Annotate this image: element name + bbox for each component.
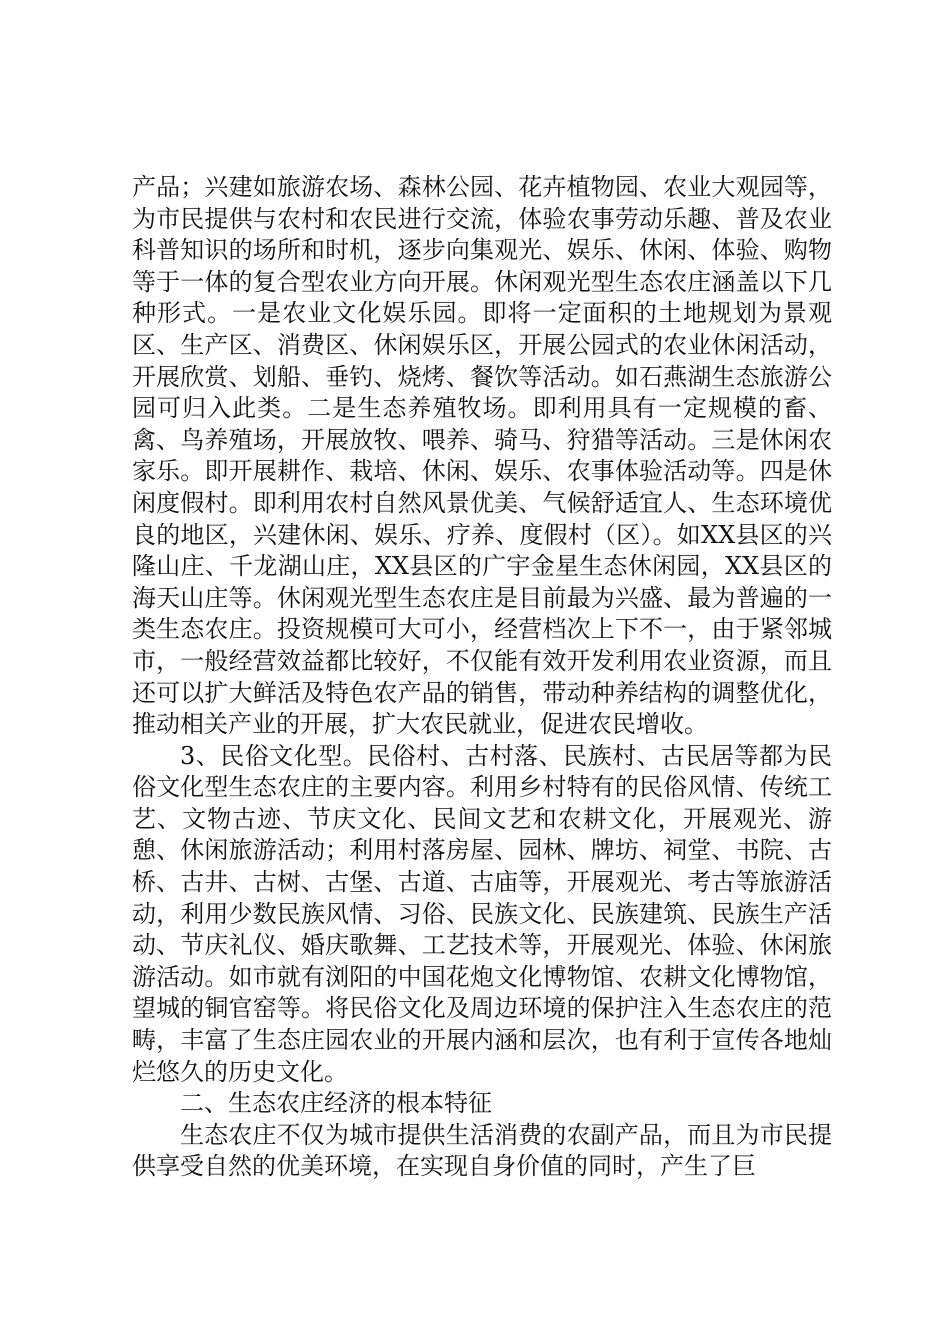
section-heading: 二、生态农庄经济的根本特征 (180, 1089, 492, 1118)
body-paragraph-3: 生态农庄不仅为城市提供生活消费的农副产品，而且为市民提供享受自然的优美环境，在实现自身价值的同时，产生了巨 (132, 1120, 832, 1181)
body-paragraph-1: 产品；兴建如旅游农场、森林公园、花卉植物园、农业大观园等，为市民提供与农村和农民进行交流，体验农事劳动乐趣、普及农业科普知识的场所和时机，逐步向集观光、娱乐、休闲、体验、购物等于一体的复合型农业方向开展。休闲观光型生态农庄涵盖以下几种形式。一是农业文化娱乐园。即将一定面积的土地规划为景观区、生产区、消费区、休闲娱乐区，开展公园式的农业休闲活动，开展欣赏、划船、垂钓、烧烤、餐饮等活动。如石燕湖生态旅游公园可归入此类。二是生态养殖牧场。即利用具有一定规模的畜、禽、鸟养殖场，开展放牧、喂养、骑马、狩猎等活动。三是休闲农家乐。即开展耕作、栽培、休闲、娱乐、农事体验活动等。四是休闲度假村。即利用农村自然风景优美、气候舒适宜人、生态环境优良的地区，兴建休闲、娱乐、疗养、度假村（区）。如XX县区的兴隆山庄、千龙湖山庄，XX县区的广宇金星生态休闲园，XX县区的海天山庄等。休闲观光型生态农庄是目前最为兴盛、最为普遍的一类生态农庄。投资规模可大可小，经营档次上下不一，由于紧邻城市，一般经营效益都比较好，不仅能有效开发利用农业资源，而且还可以扩大鲜活及特色农产品的销售，带动种养结构的调整优化，推动相关产业的开展，扩大农民就业，促进农民增收。 (132, 173, 832, 739)
document-body (132, 172, 832, 1183)
body-paragraph-2: 3、民俗文化型。民俗村、古村落、民族村、古民居等都为民俗文化型生态农庄的主要内容。利用乡村特有的民俗风情、传统工艺、文物古迹、节庆文化、民间文艺和农耕文化，开展观光、游憩、休闲旅游活动；利用村落房屋、园林、牌坊、祠堂、书院、古桥、古井、古树、古堡、古道、古庙等，开展观光、考古等旅游活动，利用少数民族风情、习俗、民族文化、民族建筑、民族生产活动、节庆礼仪、婚庆歌舞、工艺技术等，开展观光、体验、休闲旅游活动。如市就有浏阳的中国花炮文化博物馆、农耕文化博物馆，望城的铜官窑等。将民俗文化及周边环境的保护注入生态农庄的范畴，丰富了生态庄园农业的开展内涵和层次，也有利于宣传各地灿烂悠久的历史文化。 (132, 741, 832, 1086)
